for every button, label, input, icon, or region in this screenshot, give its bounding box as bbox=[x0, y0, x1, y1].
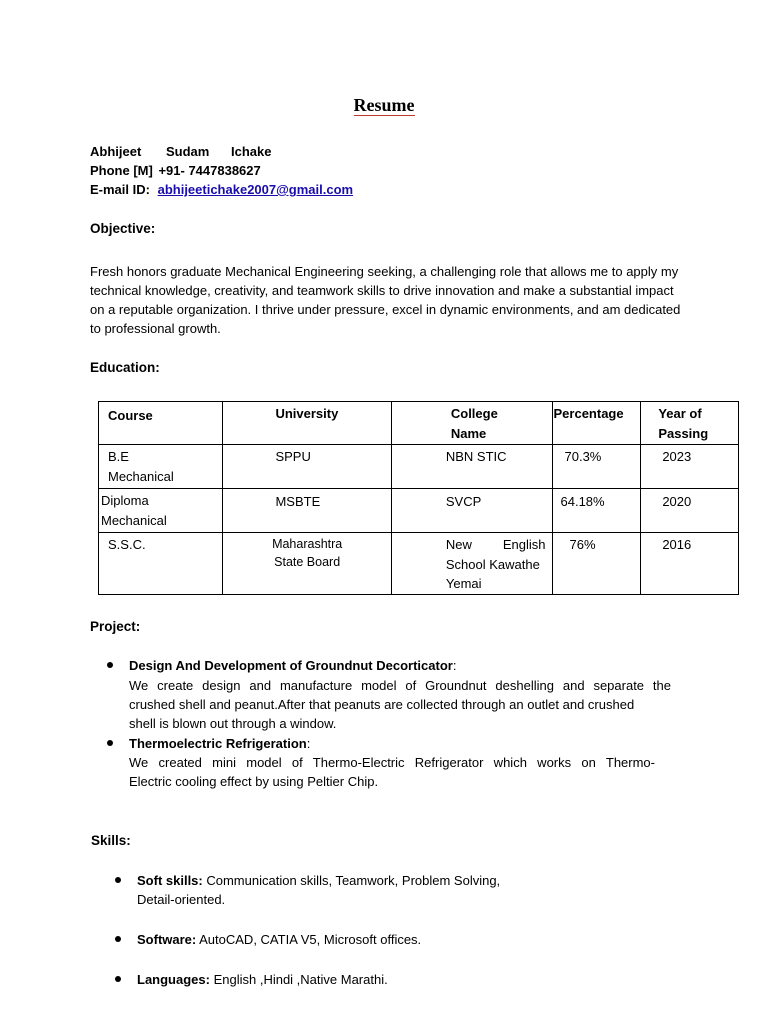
cell-course: Diploma Mechanical bbox=[99, 489, 223, 533]
project-line: We create design and manufacture model of Groundnut deshelling and separate the bbox=[129, 678, 671, 693]
email-line bbox=[90, 180, 353, 199]
header-percentage: Percentage bbox=[552, 402, 641, 445]
cell-year: 2016 bbox=[641, 533, 739, 595]
phone-line bbox=[90, 161, 261, 180]
cell-year: 2020 bbox=[641, 489, 739, 533]
skill-item: Soft skills: Communication skills, Teamwork, Problem Solving, bbox=[137, 873, 501, 888]
college-word-1: New bbox=[445, 537, 472, 552]
cell-university: Maharashtra State Board bbox=[223, 533, 391, 595]
table-row bbox=[99, 533, 739, 595]
phone-value: +91- 7447838627 bbox=[158, 163, 261, 178]
skill-bullet-icon bbox=[115, 976, 121, 982]
skills-heading: Skills: bbox=[91, 833, 131, 848]
project-line: We created mini model of Thermo-Electric Refrigerator which works on Thermo- bbox=[129, 755, 655, 770]
cell-percentage: 76% bbox=[552, 533, 641, 595]
cell-percentage: 70.3% bbox=[552, 445, 641, 489]
education-table bbox=[98, 401, 739, 595]
header-college: College Name bbox=[391, 402, 552, 445]
project-bullet-icon bbox=[107, 740, 113, 746]
skill-bullet-icon bbox=[115, 877, 121, 883]
college-word-2: English bbox=[502, 537, 546, 552]
project-bullet-icon bbox=[107, 662, 113, 668]
project-heading: Project: bbox=[90, 619, 141, 634]
cell-university: SPPU bbox=[223, 445, 391, 489]
header-year: Year of Passing bbox=[641, 402, 739, 445]
education-heading: Education: bbox=[90, 360, 160, 375]
skill-item: Languages: English ,Hindi ,Native Marathi. bbox=[137, 972, 388, 987]
cell-course: B.E Mechanical bbox=[99, 445, 223, 489]
skill-item: Software: AutoCAD, CATIA V5, Microsoft offices. bbox=[137, 932, 422, 947]
name-first: Abhijeet bbox=[90, 144, 142, 159]
email-link[interactable]: abhijeetichake2007@gmail.com bbox=[157, 182, 354, 197]
table-header-row bbox=[99, 402, 739, 445]
header-university: University bbox=[223, 402, 391, 445]
project-title: Thermoelectric Refrigeration: bbox=[129, 736, 311, 751]
skill-bullet-icon bbox=[115, 936, 121, 942]
cell-course: S.S.C. bbox=[99, 533, 223, 595]
project-line: crushed shell and peanut.After that peanuts are collected through an outlet and crushed bbox=[129, 697, 635, 712]
cell-college: New English School Kawathe Yemai bbox=[391, 533, 552, 595]
table-row bbox=[99, 489, 739, 533]
project-line: Electric cooling effect by using Peltier Chip. bbox=[129, 774, 379, 789]
header-course: Course bbox=[99, 402, 223, 445]
project-line: shell is blown out through a window. bbox=[129, 716, 337, 731]
name-last: Ichake bbox=[231, 144, 272, 159]
cell-college: SVCP bbox=[391, 489, 552, 533]
project-title: Design And Development of Groundnut Decorticator: bbox=[129, 658, 457, 673]
cell-university: MSBTE bbox=[223, 489, 391, 533]
table-row bbox=[99, 445, 739, 489]
skill-item-continued: Detail-oriented. bbox=[137, 892, 226, 907]
objective-line: to professional growth. bbox=[90, 321, 221, 336]
objective-line: Fresh honors graduate Mechanical Engineering seeking, a challenging role that allows me to apply my bbox=[90, 264, 679, 279]
objective-heading: Objective: bbox=[90, 221, 156, 236]
email-label: E-mail ID: bbox=[90, 182, 150, 197]
cell-percentage: 64.18% bbox=[552, 489, 641, 533]
cell-year: 2023 bbox=[641, 445, 739, 489]
objective-line: on a reputable organization. I thrive under pressure, excel in dynamic environments, and am dedicated bbox=[90, 302, 681, 317]
cell-college: NBN STIC bbox=[391, 445, 552, 489]
phone-label: Phone [M] bbox=[90, 163, 153, 178]
name-middle: Sudam bbox=[166, 144, 210, 159]
document-title: Resume bbox=[353, 95, 415, 115]
objective-line: technical knowledge, creativity, and teamwork skills to drive innovation and make a substantial impact bbox=[90, 283, 674, 298]
